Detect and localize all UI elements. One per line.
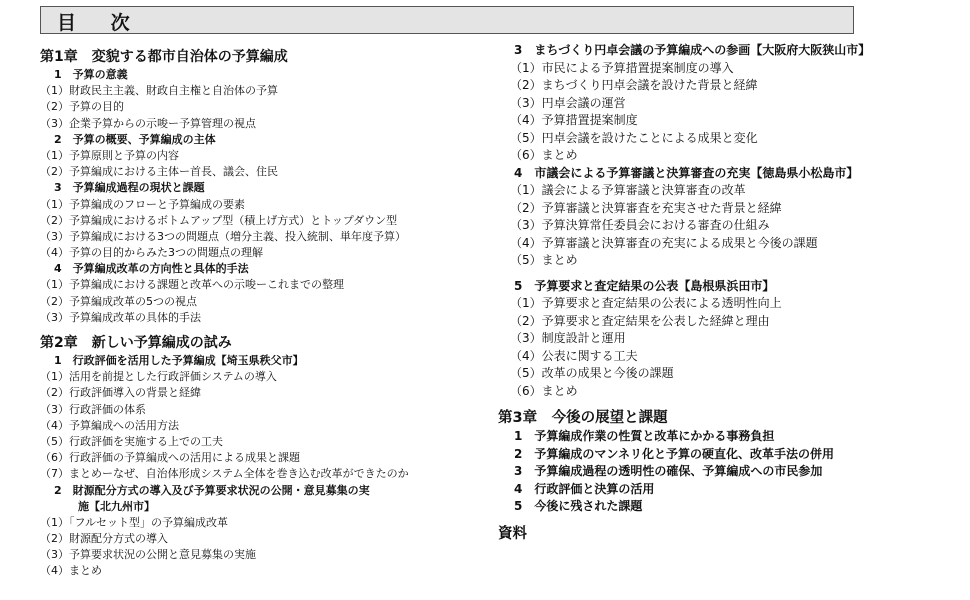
section-heading: 2 予算の概要、予算編成の主体 [54, 132, 216, 146]
chapter-heading: 第3章 今後の展望と課題 [498, 410, 668, 426]
subsection-item: （4）まとめ [40, 564, 102, 578]
subsection-item: （3）予算要求状況の公開と意見募集の実施 [40, 548, 256, 562]
section-heading: 4 市議会による予算審議と決算審査の充実【徳島県小松島市】 [514, 165, 859, 180]
section-heading: 4 予算編成改革の方向性と具体的手法 [54, 262, 249, 276]
subsection-item: （4）予算の目的からみた3つの問題点の理解 [40, 246, 263, 260]
section-heading: 5 今後に残された課題 [514, 499, 643, 513]
subsection-item: （3）円卓会議の運営 [510, 95, 626, 110]
subsection-item: （1）議会による予算審議と決算審査の改革 [510, 183, 746, 197]
subsection-item: （2）予算編成における主体ー首長、議会、住民 [40, 165, 278, 179]
subsection-item: （2）予算の目的 [40, 100, 124, 114]
section-heading: 4 行政評価と決算の活用 [514, 481, 655, 496]
subsection-item: （3）企業予算からの示唆ー予算管理の視点 [40, 116, 256, 130]
subsection-item: （5）改革の成果と今後の課題 [510, 366, 674, 380]
subsection-item: （2）予算編成におけるボトムアップ型（積上げ方式）とトップダウン型 [40, 213, 398, 227]
subsection-item: （5）まとめ [510, 253, 578, 267]
subsection-item: （3）制度設計と運用 [510, 331, 626, 345]
section-gap [498, 270, 968, 278]
subsection-item: （4）予算措置提案制度 [510, 113, 638, 127]
section-heading: 1 予算編成作業の性質と改革にかかる事務負担 [514, 429, 775, 443]
subsection-item: （1）予算編成における課題と改革への示唆ーこれまでの整理 [40, 278, 344, 292]
section-heading: 1 予算の意義 [54, 68, 128, 81]
subsection-item: （6）行政評価の予算編成への活用による成果と課題 [40, 451, 300, 465]
subsection-item: （1）活用を前提とした行政評価システムの導入 [40, 370, 277, 384]
subsection-item: （4）予算編成への活用方法 [40, 418, 179, 432]
subsection-item: （3）予算決算常任委員会における審査の仕組み [510, 218, 770, 232]
section-gap [498, 516, 968, 524]
subsection-item: （3）予算編成における3つの問題点（増分主義、投入統制、単年度予算） [40, 229, 406, 243]
chapter-heading: 資料 [498, 525, 527, 542]
subsection-item: （3）予算編成改革の具体的手法 [40, 310, 201, 324]
subsection-item: （1）予算要求と査定結果の公表による透明性向上 [510, 296, 782, 310]
subsection-item: （6）まとめ [510, 148, 578, 162]
section-heading-continued: 施【北九州市】 [78, 499, 155, 513]
subsection-item: （6）まとめ [510, 383, 578, 398]
section-heading: 3 まちづくり円卓会議の予算編成への参画【大阪府大阪狭山市】 [514, 43, 871, 57]
toc-title-bar [40, 6, 854, 34]
subsection-item: （4）予算審議と決算審査の充実による成果と今後の課題 [510, 235, 818, 250]
subsection-item: （1）市民による予算措置提案制度の導入 [510, 60, 734, 75]
subsection-item: （4）公表に関する工夫 [510, 348, 638, 363]
subsection-item: （1）予算編成のフローと予算編成の要素 [40, 197, 245, 211]
section-heading: 1 行政評価を活用した予算編成【埼玉県秩父市】 [54, 354, 304, 367]
subsection-item: （5）行政評価を実施する上での工夫 [40, 434, 223, 448]
section-heading: 3 予算編成過程の透明性の確保、予算編成への市民参加 [514, 464, 823, 478]
subsection-item: （3）行政評価の体系 [40, 402, 146, 416]
subsection-item: （1）予算原則と予算の内容 [40, 148, 179, 162]
section-gap [40, 326, 490, 334]
chapter-heading: 第2章 新しい予算編成の試み [40, 335, 232, 351]
toc-title: 目 次 [57, 12, 144, 34]
section-gap [498, 400, 968, 408]
toc-left-column [40, 48, 490, 580]
subsection-item: （2）行政評価導入の背景と経緯 [40, 386, 201, 400]
subsection-item: （7）まとめーなぜ、自治体形成システム全体を巻き込む改革ができたのか [40, 467, 409, 481]
section-heading: 2 財源配分方式の導入及び予算要求状況の公開・意見募集の実 [54, 483, 370, 497]
subsection-item: （2）予算編成改革の5つの視点 [40, 294, 197, 308]
toc-right-column [498, 42, 968, 544]
subsection-item: （2）予算要求と査定結果を公表した経緯と理由 [510, 313, 770, 328]
subsection-item: （2）財源配分方式の導入 [40, 532, 168, 546]
subsection-item: （5）円卓会議を設けたことによる成果と変化 [510, 130, 758, 145]
subsection-item: （2）予算審議と決算審査を充実させた背景と経緯 [510, 200, 782, 215]
section-heading: 2 予算編成のマンネリ化と予算の硬直化、改革手法の併用 [514, 446, 834, 461]
section-heading: 5 予算要求と査定結果の公表【島根県浜田市】 [514, 278, 775, 293]
subsection-item: （1）財政民主主義、財政自主権と自治体の予算 [40, 84, 278, 98]
subsection-item: （1）「フルセット型」の予算編成改革 [40, 515, 229, 529]
section-heading: 3 予算編成過程の現状と課題 [54, 181, 205, 195]
subsection-item: （2）まちづくり円卓会議を設けた背景と経緯 [510, 78, 758, 92]
chapter-heading: 第1章 変貌する都市自治体の予算編成 [40, 49, 288, 65]
